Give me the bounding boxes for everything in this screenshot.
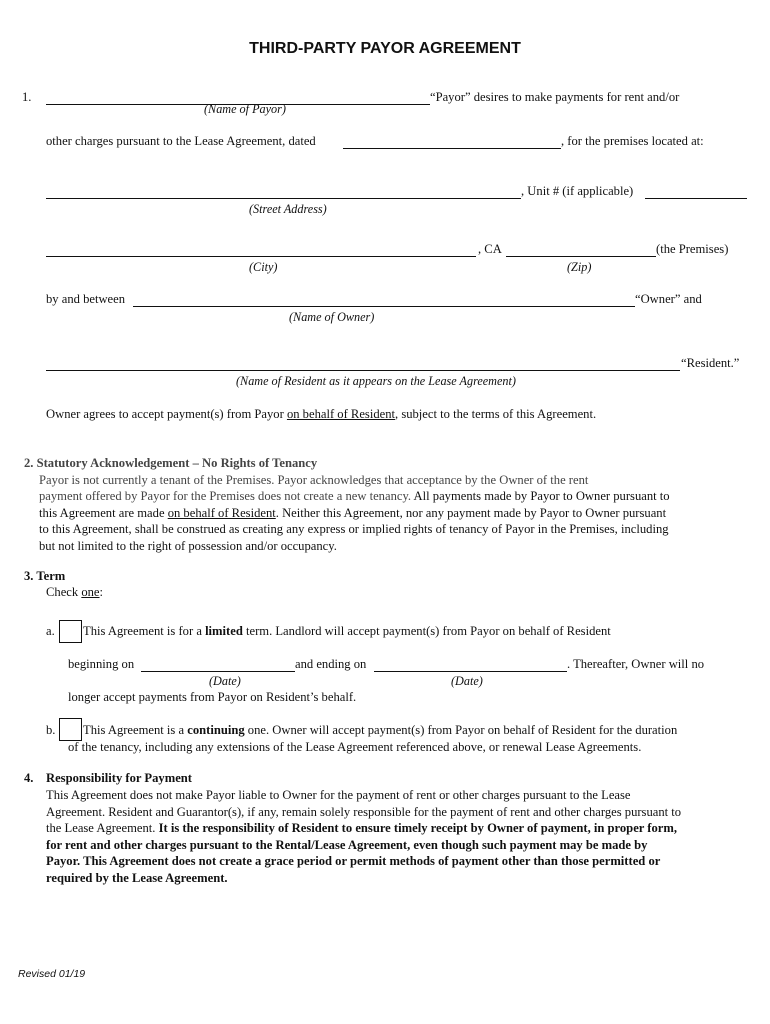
section-4-body: This Agreement does not make Payor liable to Owner for the payment of rent or other charges pursuant to the Lease Agreement. Resident and Guarantor(s), if any, remain solely responsible for the payment of rent and other charges pursuant to the Lease Agreement. It is the responsibility of Resident to ensure timely receipt by Owner of payment, in proper form, for rent and other charges pursuant to the Rental/Lease Agreement, even though such payment may be made by Payor. This Agreement does not create a grace period or permit methods of payment other than those permitted or required by the Lease Agreement. [46, 788, 682, 885]
resident-name-field[interactable] [46, 370, 680, 371]
payor-name-caption: (Name of Payor) [204, 102, 286, 116]
ending-on-text: and ending on [295, 657, 367, 671]
option-a-label: a. [46, 624, 55, 638]
beginning-on-text: beginning on [68, 657, 135, 671]
section-4-number: 4. [24, 771, 34, 785]
premises-located-text: , for the premises located at: [561, 134, 704, 148]
section-2-heading: 2. Statutory Acknowledgement – No Rights of Tenancy [24, 456, 318, 470]
option-b-text: This Agreement is a continuing one. Owner will accept payment(s) from Payor on behalf of Resident for the duration [83, 723, 678, 737]
check-one-text: Check one: [46, 585, 104, 599]
resident-name-caption: (Name of Resident as it appears on the Lease Agreement) [236, 374, 516, 388]
end-date-caption: (Date) [451, 674, 483, 688]
resident-text: “Resident.” [681, 356, 740, 370]
option-b-label: b. [46, 723, 56, 737]
continuing-term-checkbox[interactable] [59, 718, 82, 741]
option-b-text-line2: of the tenancy, including any extensions of the Lease Agreement referenced above, or renewal Lease Agreements. [68, 740, 642, 754]
street-address-caption: (Street Address) [249, 202, 327, 216]
thereafter-text: . Thereafter, Owner will no [567, 657, 705, 671]
city-field[interactable] [46, 256, 476, 257]
owner-name-caption: (Name of Owner) [289, 310, 375, 324]
ca-text: , CA [478, 242, 502, 256]
by-and-between-text: by and between [46, 292, 126, 306]
zip-field[interactable] [506, 256, 656, 257]
lease-date-field[interactable] [343, 148, 561, 149]
other-charges-text: other charges pursuant to the Lease Agreement, dated [46, 134, 316, 148]
owner-name-field[interactable] [133, 306, 635, 307]
longer-accept-text: longer accept payments from Payor on Resident’s behalf. [68, 690, 357, 704]
payor-desires-text: “Payor” desires to make payments for rent and/or [430, 90, 680, 104]
end-date-field[interactable] [374, 671, 567, 672]
section-4-heading: Responsibility for Payment [46, 771, 192, 785]
street-address-field[interactable] [46, 198, 521, 199]
unit-number-field[interactable] [645, 198, 747, 199]
section-1-number: 1. [22, 90, 32, 104]
zip-caption: (Zip) [567, 260, 592, 274]
option-a-text: This Agreement is for a limited term. Landlord will accept payment(s) from Payor on behalf of Resident [83, 624, 611, 638]
the-premises-text: (the Premises) [656, 242, 729, 256]
unit-text: , Unit # (if applicable) [521, 184, 634, 198]
section-2-block: 2. Statutory Acknowledgement – No Rights of Tenancy Payor is not currently a tenant of the Premises. Payor acknowledges that acceptance by the Owner of the rent payment offered by Payor for the Premises does not create a new tenancy. All payments made by Payor to Owner pursuant to this Agreement are made on behalf of Resident. Neither this Agreement, nor any payment made by Payor to Owner pursuant to this Agreement, shall be construed as creating any express or implied rights of tenancy of Payor in the Premises, including but not limited to the right of possession and/or occupancy. [24, 456, 670, 553]
city-caption: (City) [249, 260, 278, 274]
section-3-heading: 3. Term [24, 569, 66, 583]
limited-term-checkbox[interactable] [59, 620, 82, 643]
owner-agrees-text: Owner agrees to accept payment(s) from Payor on behalf of Resident, subject to the terms of this Agreement. [46, 407, 597, 421]
begin-date-field[interactable] [141, 671, 295, 672]
revision-footer: Revised 01/19 [18, 968, 86, 980]
begin-date-caption: (Date) [209, 674, 241, 688]
owner-and-text: “Owner” and [635, 292, 702, 306]
document-title: THIRD-PARTY PAYOR AGREEMENT [249, 40, 521, 57]
